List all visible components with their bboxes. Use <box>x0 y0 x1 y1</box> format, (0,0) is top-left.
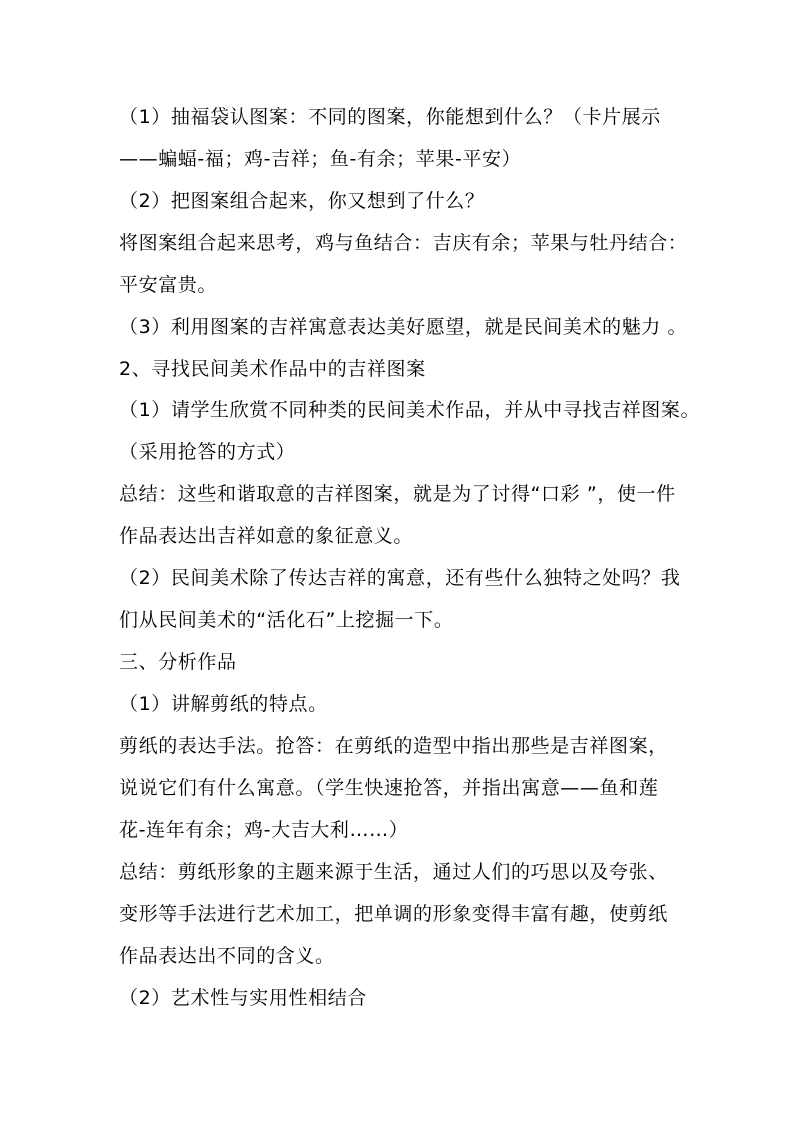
text-line: （采用抢答的方式） <box>119 441 296 463</box>
text-line: （1）抽福袋认图案：不同的图案，你能想到什么？（卡片展示 <box>119 106 661 128</box>
text-line: 作品表达出不同的含义。 <box>119 945 335 967</box>
text-line: 总结：这些和谐取意的吉祥图案，就是为了讨得“口彩 ”，使一件 <box>119 483 676 505</box>
text-line: （3）利用图案的吉祥寓意表达美好愿望，就是民间美术的魅力 。 <box>119 316 688 338</box>
text-line: 剪纸的表达手法。抢答：在剪纸的造型中指出那些是吉祥图案， <box>119 735 668 757</box>
text-line: 花-连年有余；鸡-大吉大利……） <box>119 819 409 841</box>
text-line: ——蝙蝠-福；鸡-吉祥；鱼-有余；苹果-平安） <box>119 148 522 170</box>
text-line: （1）讲解剪纸的特点。 <box>119 693 328 715</box>
section-heading: 2、寻找民间美术作品中的吉祥图案 <box>119 358 426 380</box>
section-heading: 三、分析作品 <box>119 651 237 673</box>
text-line: 说说它们有什么寓意。（学生快速抢答，并指出寓意——鱼和莲 <box>119 777 659 799</box>
text-line: 变形等手法进行艺术加工，把单调的形象变得丰富有趣，使剪纸 <box>119 903 668 925</box>
text-line: （2）民间美术除了传达吉祥的寓意，还有些什么独特之处吗？我 <box>119 567 681 589</box>
text-line: （2）把图案组合起来，你又想到了什么？ <box>119 190 485 212</box>
text-line: （2）艺术性与实用性相结合 <box>119 987 367 1009</box>
text-line: 们从民间美术的“活化石”上挖掘一下。 <box>119 609 454 631</box>
text-line: 平安富贵。 <box>119 274 218 296</box>
text-line: 作品表达出吉祥如意的象征意义。 <box>119 525 414 547</box>
text-line: 总结：剪纸形象的主题来源于生活，通过人们的巧思以及夸张、 <box>119 861 668 883</box>
text-line: （1）请学生欣赏不同种类的民间美术作品，并从中寻找吉祥图案。 <box>119 399 701 421</box>
text-line: 将图案组合起来思考，鸡与鱼结合：吉庆有余；苹果与牡丹结合： <box>119 232 688 254</box>
